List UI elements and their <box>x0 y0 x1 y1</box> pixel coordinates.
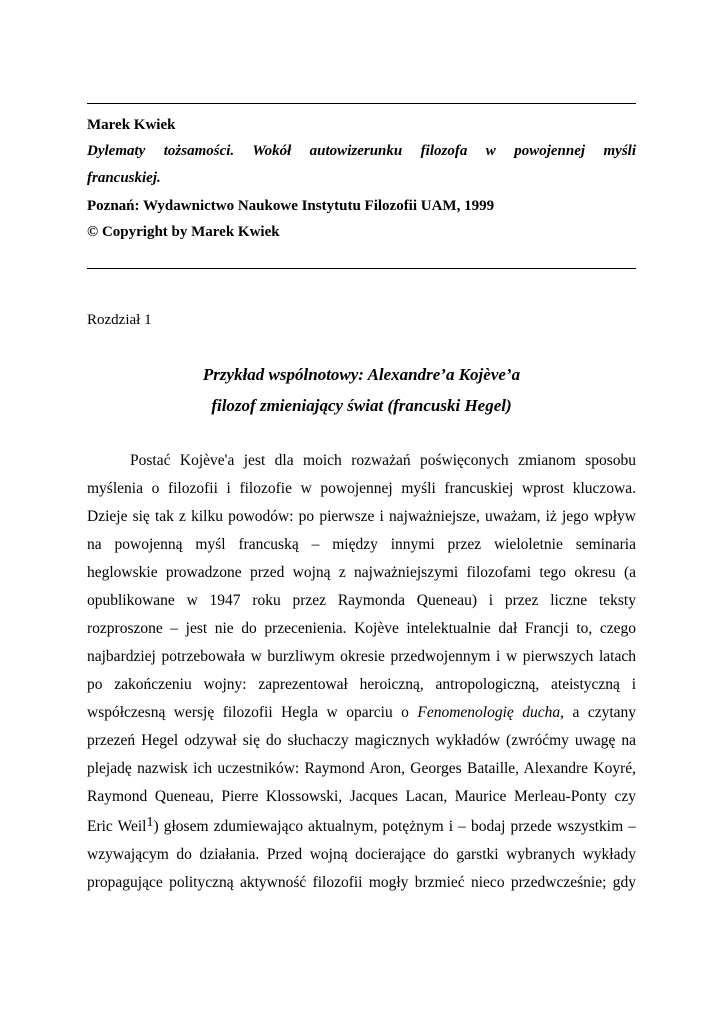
body-line-9: po zakończeniu wojny: zaprezentował heroiczną, antropologiczną, ateistyczną i <box>87 676 636 693</box>
body-line-1: Postać Kojève'a jest dla moich rozważań poświęconych zmianom sposobu <box>130 452 636 469</box>
body-line-14-start: Eric Weil <box>87 818 147 835</box>
body-line-10 <box>87 702 636 724</box>
copyright-notice: © Copyright by Marek Kwiek <box>87 224 280 240</box>
body-line-12: plejadę nazwisk ich uczestników: Raymond Aron, Georges Bataille, Alexandre Koyré, <box>87 760 636 777</box>
chapter-title-line1: Przykład wspólnotowy: Alexandre’a Kojève’a <box>202 365 521 384</box>
body-line-5: heglowskie prowadzone przed wojną z najważniejszymi filozofami tego okresu (a <box>87 564 636 581</box>
body-line-4: na powojenną myśl francuską – między innymi przez wieloletnie seminaria <box>87 536 636 553</box>
bottom-rule <box>87 268 636 269</box>
book-reference: Fenomenologię ducha <box>417 704 561 721</box>
body-line-14 <box>87 816 636 838</box>
body-line-10-start: współczesną wersję filozofii Hegla w oparciu o <box>87 704 418 721</box>
body-line-16: propagujące polityczną aktywność filozofii mogły brzmieć nieco przedwcześnie; gdy <box>87 874 636 891</box>
footnote-marker[interactable]: 1 <box>146 815 154 830</box>
chapter-title-line2: filozof zmieniający świat (francuski Hegel) <box>211 396 512 415</box>
body-line-11: przezeń Hegel odzywał się do słuchaczy magicznych wykładów (zwróćmy uwagę na <box>87 732 636 749</box>
body-line-15: wzywającym do działania. Przed wojną docierające do garstki wybranych wykłady <box>87 846 636 863</box>
chapter-label: Rozdział 1 <box>87 312 152 328</box>
author-name: Marek Kwiek <box>87 117 176 133</box>
book-title-line2: francuskiej. <box>87 170 161 186</box>
body-line-2: myślenia o filozofii i filozofie w powojennej myśli francuskiej wprost kluczowa. <box>87 480 636 497</box>
body-line-7: rozproszone – jest nie do przecenienia. Kojève intelektualnie dał Francji to, czego <box>87 620 636 637</box>
body-line-6: opublikowane w 1947 roku przez Raymonda Queneau) i przez liczne teksty <box>87 592 636 609</box>
body-line-10-end: , a czytany <box>560 704 637 721</box>
body-line-3: Dzieje się tak z kilku powodów: po pierwsze i najważniejsze, uważam, iż jego wpływ <box>87 508 636 525</box>
book-title-line1: Dylematy tożsamości. Wokół autowizerunku filozofa w powojennej myśli <box>87 143 636 159</box>
top-rule <box>87 103 636 104</box>
body-line-14-end: ) głosem zdumiewająco aktualnym, potężnym i – bodaj przede wszystkim – <box>153 818 636 835</box>
body-line-8: najbardziej potrzebowała w burzliwym okresie przedwojennym i w pierwszych latach <box>87 648 636 665</box>
publisher-info: Poznań: Wydawnictwo Naukowe Instytutu Filozofii UAM, 1999 <box>87 198 495 214</box>
body-line-13: Raymond Queneau, Pierre Klossowski, Jacques Lacan, Maurice Merleau-Ponty czy <box>87 788 636 805</box>
